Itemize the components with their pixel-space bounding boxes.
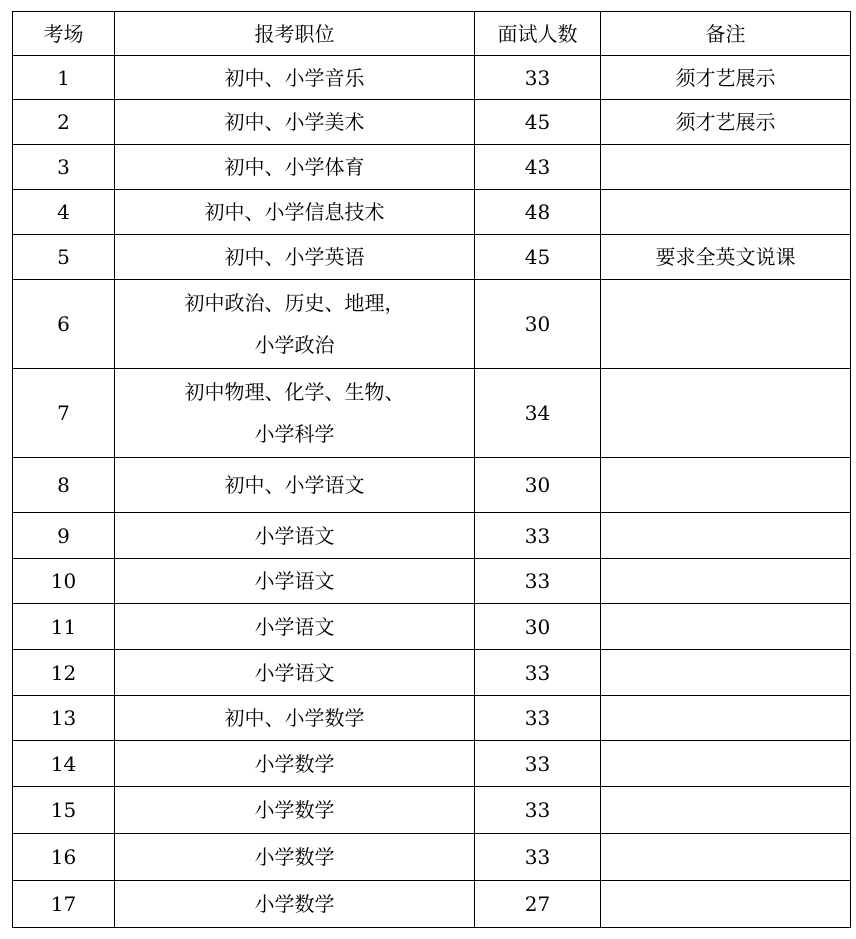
cell-room: 8 <box>13 458 115 513</box>
header-room: 考场 <box>13 12 115 56</box>
cell-room: 6 <box>13 280 115 369</box>
cell-count: 33 <box>475 513 601 559</box>
cell-note: 须才艺展示 <box>601 100 851 145</box>
cell-position-line: 小学政治 <box>254 333 335 357</box>
cell-room: 10 <box>13 559 115 604</box>
cell-count: 30 <box>475 280 601 369</box>
cell-note <box>601 458 851 513</box>
cell-position: 初中、小学语文 <box>115 458 475 513</box>
cell-count: 33 <box>475 787 601 834</box>
cell-position-line: 初中政治、历史、地理， <box>184 291 405 315</box>
cell-position <box>115 280 475 369</box>
cell-note <box>601 559 851 604</box>
table-row <box>13 100 851 145</box>
cell-note <box>601 650 851 696</box>
table-row <box>13 458 851 513</box>
cell-room: 16 <box>13 834 115 881</box>
cell-position: 小学语文 <box>115 604 475 650</box>
cell-position-line: 小学科学 <box>254 422 335 446</box>
cell-count: 45 <box>475 235 601 280</box>
cell-note <box>601 190 851 235</box>
cell-position: 初中、小学体育 <box>115 145 475 190</box>
cell-room: 13 <box>13 696 115 741</box>
cell-note <box>601 696 851 741</box>
cell-note <box>601 604 851 650</box>
table-row <box>13 190 851 235</box>
cell-position: 小学数学 <box>115 834 475 881</box>
cell-count: 33 <box>475 741 601 787</box>
table-row <box>13 559 851 604</box>
cell-count: 33 <box>475 696 601 741</box>
table-row <box>13 881 851 928</box>
cell-note: 须才艺展示 <box>601 56 851 100</box>
cell-room: 14 <box>13 741 115 787</box>
table-row <box>13 56 851 100</box>
table-row <box>13 369 851 458</box>
table-row <box>13 235 851 280</box>
cell-position: 小学语文 <box>115 559 475 604</box>
header-count: 面试人数 <box>475 12 601 56</box>
cell-position: 初中、小学音乐 <box>115 56 475 100</box>
cell-position: 初中、小学信息技术 <box>115 190 475 235</box>
cell-room: 17 <box>13 881 115 928</box>
cell-room: 11 <box>13 604 115 650</box>
interview-table <box>12 11 851 928</box>
cell-position: 初中、小学数学 <box>115 696 475 741</box>
cell-room: 15 <box>13 787 115 834</box>
cell-count: 27 <box>475 881 601 928</box>
table-header-row <box>13 12 851 56</box>
cell-room: 5 <box>13 235 115 280</box>
cell-position: 初中、小学美术 <box>115 100 475 145</box>
header-note: 备注 <box>601 12 851 56</box>
table-row <box>13 280 851 369</box>
cell-note: 要求全英文说课 <box>601 235 851 280</box>
cell-note <box>601 280 851 369</box>
cell-count: 30 <box>475 604 601 650</box>
table-body <box>13 56 851 928</box>
cell-count: 33 <box>475 559 601 604</box>
cell-count: 33 <box>475 834 601 881</box>
table-row <box>13 787 851 834</box>
cell-note <box>601 834 851 881</box>
cell-position: 小学数学 <box>115 787 475 834</box>
cell-note <box>601 369 851 458</box>
cell-position: 初中、小学英语 <box>115 235 475 280</box>
cell-note <box>601 513 851 559</box>
cell-room: 1 <box>13 56 115 100</box>
cell-room: 9 <box>13 513 115 559</box>
cell-position <box>115 369 475 458</box>
table-row <box>13 604 851 650</box>
cell-count: 33 <box>475 650 601 696</box>
cell-count: 34 <box>475 369 601 458</box>
cell-position: 小学数学 <box>115 881 475 928</box>
header-position: 报考职位 <box>115 12 475 56</box>
table-row <box>13 513 851 559</box>
cell-position: 小学数学 <box>115 741 475 787</box>
table-row <box>13 696 851 741</box>
cell-room: 12 <box>13 650 115 696</box>
cell-note <box>601 787 851 834</box>
cell-position-line: 初中物理、化学、生物、 <box>184 380 405 404</box>
cell-count: 33 <box>475 56 601 100</box>
cell-room: 7 <box>13 369 115 458</box>
cell-note <box>601 881 851 928</box>
table-row <box>13 834 851 881</box>
table-row <box>13 650 851 696</box>
cell-position: 小学语文 <box>115 650 475 696</box>
table-row <box>13 145 851 190</box>
cell-room: 4 <box>13 190 115 235</box>
cell-note <box>601 145 851 190</box>
cell-count: 48 <box>475 190 601 235</box>
cell-count: 30 <box>475 458 601 513</box>
cell-position: 小学语文 <box>115 513 475 559</box>
cell-note <box>601 741 851 787</box>
cell-count: 45 <box>475 100 601 145</box>
table-row <box>13 741 851 787</box>
cell-room: 2 <box>13 100 115 145</box>
cell-count: 43 <box>475 145 601 190</box>
cell-room: 3 <box>13 145 115 190</box>
